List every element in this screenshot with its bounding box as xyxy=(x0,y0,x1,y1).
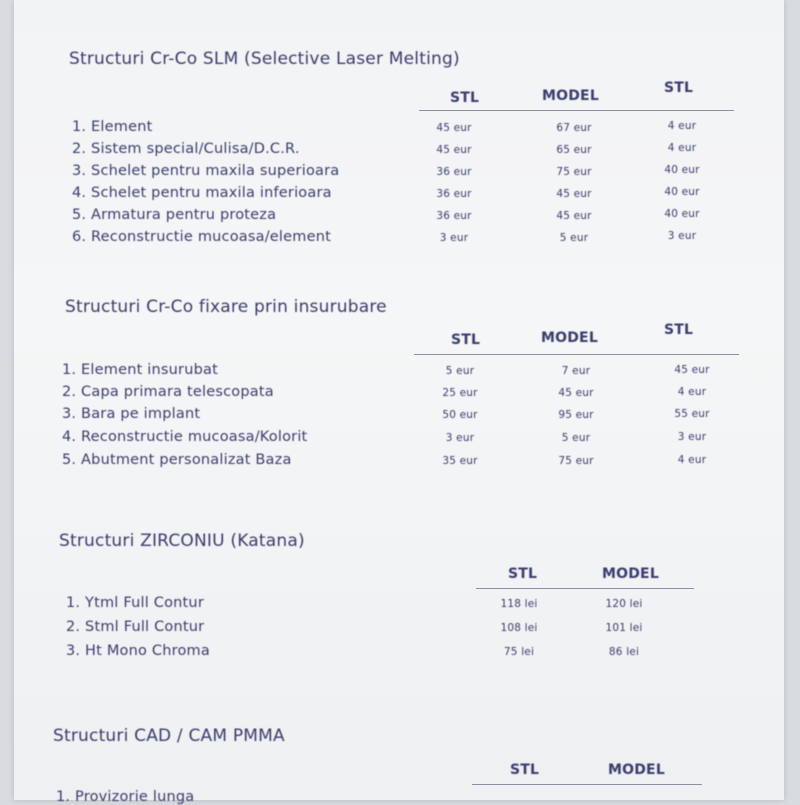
col-head-stl-2: STL xyxy=(664,322,694,338)
section-title-zirconiu: Structuri ZIRCONIU (Katana) xyxy=(59,531,305,551)
table-cell: 35 eur xyxy=(442,455,478,467)
table-cell: 5 eur xyxy=(445,365,475,377)
table-cell: 5 eur xyxy=(559,232,589,244)
table-cell: 4 eur xyxy=(667,120,697,132)
table-row-label: 3. Schelet pentru maxila superioara xyxy=(72,163,340,179)
table-row-label: 1. Ytml Full Contur xyxy=(66,595,204,611)
table-cell: 120 lei xyxy=(605,598,643,610)
table-cell: 36 eur xyxy=(436,188,472,200)
table-cell: 50 eur xyxy=(442,409,478,421)
section-title-fixare: Structuri Cr-Co fixare prin insurubare xyxy=(65,297,387,317)
table-row-label: 2. Capa primara telescopata xyxy=(62,384,274,400)
col-head-model: MODEL xyxy=(541,330,598,346)
table-cell: 75 lei xyxy=(503,646,535,658)
table-cell: 7 eur xyxy=(561,365,591,377)
table-cell: 86 lei xyxy=(608,646,640,658)
table-row-label: 1. Element xyxy=(72,119,153,135)
table-cell: 4 eur xyxy=(667,142,697,154)
table-row-label: 5. Abutment personalizat Baza xyxy=(62,452,292,468)
table-cell: 3 eur xyxy=(667,230,697,242)
col-head-stl-2: STL xyxy=(664,80,694,96)
table-cell: 40 eur xyxy=(664,208,700,220)
table-cell: 25 eur xyxy=(442,387,478,399)
table-cell: 101 lei xyxy=(605,622,643,634)
table-cell: 3 eur xyxy=(439,232,469,244)
table-cell: 3 eur xyxy=(445,432,475,444)
table-cell: 5 eur xyxy=(561,432,591,444)
table-cell: 95 eur xyxy=(558,409,594,421)
header-rule xyxy=(414,354,739,355)
col-head-stl: STL xyxy=(508,566,538,582)
table-row-label: 1. Provizorie lunga xyxy=(56,789,195,805)
col-head-stl: STL xyxy=(451,332,481,348)
table-cell: 3 eur xyxy=(677,431,707,443)
table-cell: 55 eur xyxy=(674,408,710,420)
table-cell: 36 eur xyxy=(436,210,472,222)
col-head-model: MODEL xyxy=(602,566,659,582)
section-title-slm: Structuri Cr-Co SLM (Selective Laser Melting) xyxy=(69,49,460,69)
table-row-label: 1. Element insurubat xyxy=(62,362,218,378)
table-cell: 36 eur xyxy=(436,166,472,178)
header-rule xyxy=(476,588,694,589)
table-cell: 40 eur xyxy=(664,164,700,176)
col-head-stl: STL xyxy=(450,90,480,106)
table-cell: 45 eur xyxy=(556,210,592,222)
table-cell: 108 lei xyxy=(500,622,538,634)
paper-sheet xyxy=(14,0,784,805)
table-cell: 45 eur xyxy=(556,188,592,200)
table-cell: 45 eur xyxy=(436,122,472,134)
col-head-model: MODEL xyxy=(608,762,665,778)
table-row-label: 4. Schelet pentru maxila inferioara xyxy=(72,185,332,201)
table-cell: 45 eur xyxy=(558,387,594,399)
header-rule xyxy=(472,784,702,785)
table-cell: 40 eur xyxy=(664,186,700,198)
table-cell: 75 eur xyxy=(558,455,594,467)
header-rule xyxy=(419,110,734,111)
table-row-label: 3. Ht Mono Chroma xyxy=(66,643,210,659)
table-cell: 65 eur xyxy=(556,144,592,156)
section-title-pmma: Structuri CAD / CAM PMMA xyxy=(53,726,285,746)
table-row-label: 3. Bara pe implant xyxy=(62,406,201,422)
table-cell: 45 eur xyxy=(436,144,472,156)
table-cell: 67 eur xyxy=(556,122,592,134)
col-head-model: MODEL xyxy=(542,88,599,104)
col-head-stl: STL xyxy=(510,762,540,778)
table-row-label: 2. Sistem special/Culisa/D.C.R. xyxy=(72,141,300,157)
table-cell: 75 eur xyxy=(556,166,592,178)
table-cell: 4 eur xyxy=(677,386,707,398)
table-cell: 118 lei xyxy=(500,598,538,610)
table-row-label: 5. Armatura pentru proteza xyxy=(72,207,277,223)
table-row-label: 4. Reconstructie mucoasa/Kolorit xyxy=(62,429,308,445)
table-row-label: 6. Reconstructie mucoasa/element xyxy=(72,229,331,245)
table-cell: 45 eur xyxy=(674,364,710,376)
table-cell: 4 eur xyxy=(677,454,707,466)
table-row-label: 2. Stml Full Contur xyxy=(66,619,205,635)
